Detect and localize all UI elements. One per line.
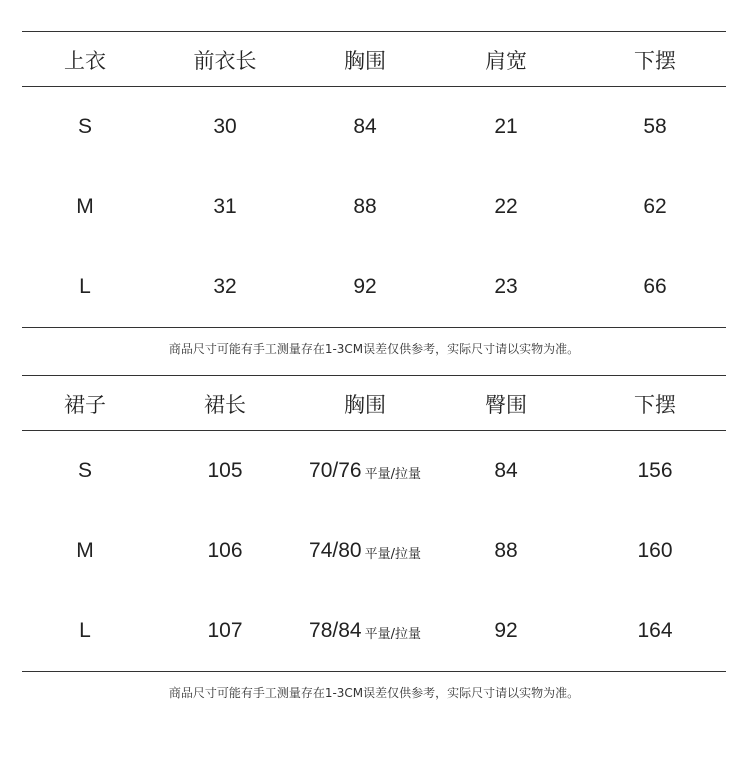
table-row [22,167,726,247]
table-cell: 23 [494,275,518,298]
top-size-table [22,31,726,368]
bust-suffix: 平量/拉量 [364,546,421,562]
table-cell: 30 [213,115,237,138]
table-cell: 66 [643,275,667,298]
table-cell: 58 [643,115,667,138]
skirt-table-header [22,375,726,431]
header-cell: 臀围 [485,393,527,417]
bust-value: 70/76 [309,459,362,482]
header-cell: 裙子 [64,393,106,417]
header-cell: 裙长 [204,393,246,417]
size-label: M [76,195,94,218]
measurement-note: 商品尺寸可能有手工测量存在1-3CM误差仅供参考，实际尺寸请以实物为准。 [168,685,580,700]
table-cell: 21 [494,115,518,138]
measurement-note: 商品尺寸可能有手工测量存在1-3CM误差仅供参考，实际尺寸请以实物为准。 [168,341,580,356]
header-cell: 下摆 [634,393,676,417]
header-cell: 前衣长 [193,49,257,73]
table-cell: 160 [637,539,673,562]
bust-value: 78/84 [309,619,362,642]
table-cell: 84 [353,115,377,138]
header-cell: 下摆 [634,49,676,73]
table-cell-bust [302,511,428,591]
size-label: S [77,115,92,138]
table-cell-bust [302,431,428,511]
table-row [22,591,726,671]
table-cell-bust [302,591,428,671]
size-label: L [79,275,91,298]
table-cell: 88 [353,195,377,218]
table-cell: 88 [494,539,518,562]
skirt-size-table [22,375,726,712]
table-cell: 31 [213,195,237,218]
table-row [22,87,726,167]
table-cell: 22 [494,195,518,218]
header-cell: 上衣 [64,49,106,73]
table-cell: 84 [494,459,518,482]
table-cell: 156 [637,459,673,482]
top-table-header [22,31,726,87]
table-cell: 164 [637,619,673,642]
table-row [22,511,726,591]
table-cell: 105 [207,459,243,482]
size-label: S [77,459,92,482]
header-cell: 胸围 [344,393,386,417]
table-cell: 106 [207,539,243,562]
header-cell: 肩宽 [485,49,527,73]
bust-suffix: 平量/拉量 [364,466,421,482]
table-row [22,247,726,327]
size-label: L [79,619,91,642]
bust-value: 74/80 [309,539,362,562]
table-row [22,431,726,511]
header-cell: 胸围 [344,49,386,73]
table-cell: 32 [213,275,237,298]
table-cell: 92 [494,619,518,642]
table-cell: 62 [643,195,667,218]
table-cell: 92 [353,275,377,298]
table-cell: 107 [207,619,243,642]
bust-suffix: 平量/拉量 [364,626,421,642]
size-label: M [76,539,94,562]
